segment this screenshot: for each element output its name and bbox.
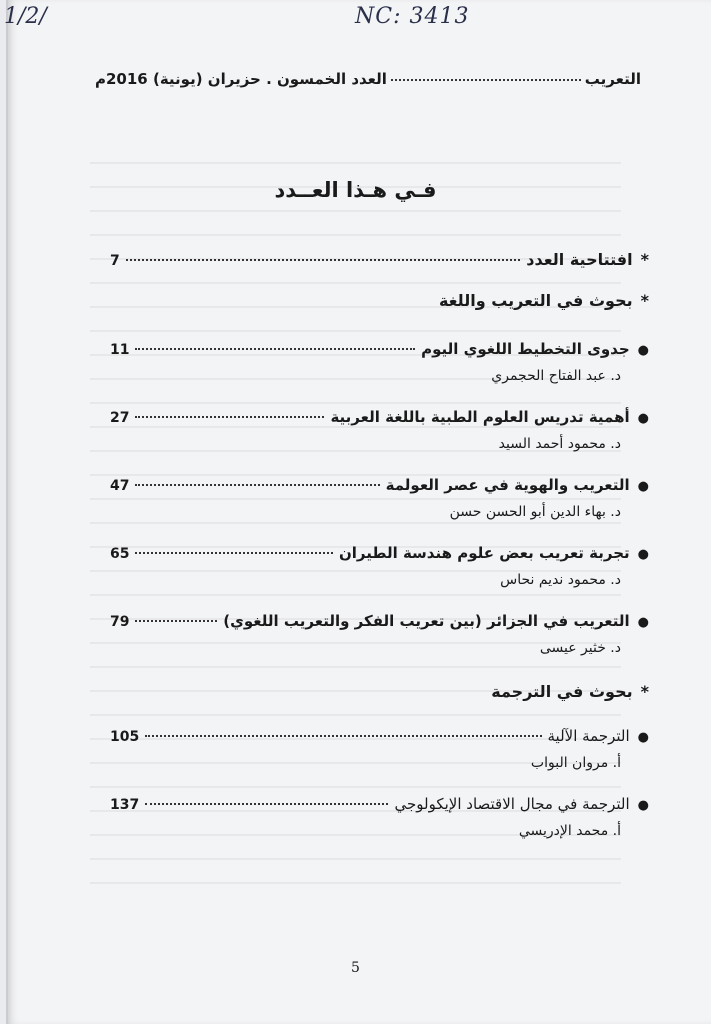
entry-title: التعريب والهوية في عصر العولمة xyxy=(385,476,630,494)
bullet-icon: ● xyxy=(637,343,649,358)
leader-dots xyxy=(135,620,217,622)
toc-title: فـي هـذا العــدد xyxy=(274,178,437,202)
section-title: افتتاحية العدد xyxy=(526,250,633,269)
leader-dots xyxy=(135,484,379,486)
toc-entry[interactable] xyxy=(110,612,649,656)
entry-author: د. خثير عيسى xyxy=(539,640,621,656)
bullet-icon: ● xyxy=(637,411,649,426)
handwritten-catalog-number: NC: 3413 xyxy=(355,4,470,29)
page-ref: 47 xyxy=(110,478,130,494)
entry-author: د. محمود أحمد السيد xyxy=(498,436,621,452)
toc-entry[interactable] xyxy=(110,795,649,839)
toc-entry[interactable] xyxy=(110,544,649,588)
toc-entry[interactable] xyxy=(110,476,649,520)
page-ref: 27 xyxy=(110,410,130,426)
section-heading: بحوث في الترجمة xyxy=(491,682,633,701)
page-ref: 105 xyxy=(110,729,140,745)
entry-author: د. بهاء الدين أبو الحسن حسن xyxy=(449,504,621,520)
entry-title: الترجمة في مجال الاقتصاد الإيكولوجي xyxy=(394,795,630,813)
entry-author: أ. مروان البواب xyxy=(530,755,621,771)
running-header xyxy=(95,70,641,88)
entry-title: جدوى التخطيط اللغوي اليوم xyxy=(421,340,630,358)
issue-info: العدد الخمسون . حزيران (يونية) 2016م xyxy=(95,70,387,88)
toc-entry[interactable] xyxy=(110,727,649,771)
star-icon: * xyxy=(640,250,649,269)
bullet-icon: ● xyxy=(637,547,649,562)
bullet-icon: ● xyxy=(637,798,649,813)
bullet-icon: ● xyxy=(637,479,649,494)
entry-author: د. عبد الفتاح الحجمري xyxy=(491,368,621,384)
entry-title: تجربة تعريب بعض علوم هندسة الطيران xyxy=(338,544,630,562)
section-heading: بحوث في التعريب واللغة xyxy=(438,291,633,310)
section-heading-translation xyxy=(110,682,649,701)
star-icon: * xyxy=(640,682,649,701)
bullet-icon: ● xyxy=(637,730,649,745)
header-dots xyxy=(391,79,581,81)
leader-dots xyxy=(135,416,324,418)
page-ref: 137 xyxy=(110,797,140,813)
entry-title: أهمية تدريس العلوم الطبية باللغة العربية xyxy=(330,408,630,426)
leader-dots xyxy=(145,735,541,737)
leader-dots xyxy=(145,803,388,805)
leader-dots xyxy=(135,552,332,554)
bullet-icon: ● xyxy=(637,615,649,630)
journal-name: التعريب xyxy=(584,70,641,88)
section-heading-arabization xyxy=(110,291,649,310)
page-ref: 7 xyxy=(110,253,120,269)
page-edge xyxy=(6,0,8,1024)
leader-dots xyxy=(126,259,521,261)
entry-author: د. محمود نديم نحاس xyxy=(500,572,621,588)
entry-author: أ. محمد الإدريسي xyxy=(518,823,621,839)
toc-item-editorial[interactable] xyxy=(110,250,649,269)
toc-entry[interactable] xyxy=(110,408,649,452)
leader-dots xyxy=(135,348,415,350)
star-icon: * xyxy=(640,291,649,310)
table-of-contents xyxy=(110,250,649,839)
toc-entry[interactable] xyxy=(110,340,649,384)
page-ref: 65 xyxy=(110,546,130,562)
page-ref: 11 xyxy=(110,342,130,358)
handwritten-mark-left: 1/2/ xyxy=(4,4,47,29)
entry-title: التعريب في الجزائر (بين تعريب الفكر والتعريب اللغوي) xyxy=(223,612,630,630)
entry-title: الترجمة الآلية xyxy=(547,727,630,745)
page-ref: 79 xyxy=(110,614,130,630)
page-number: 5 xyxy=(351,960,360,976)
